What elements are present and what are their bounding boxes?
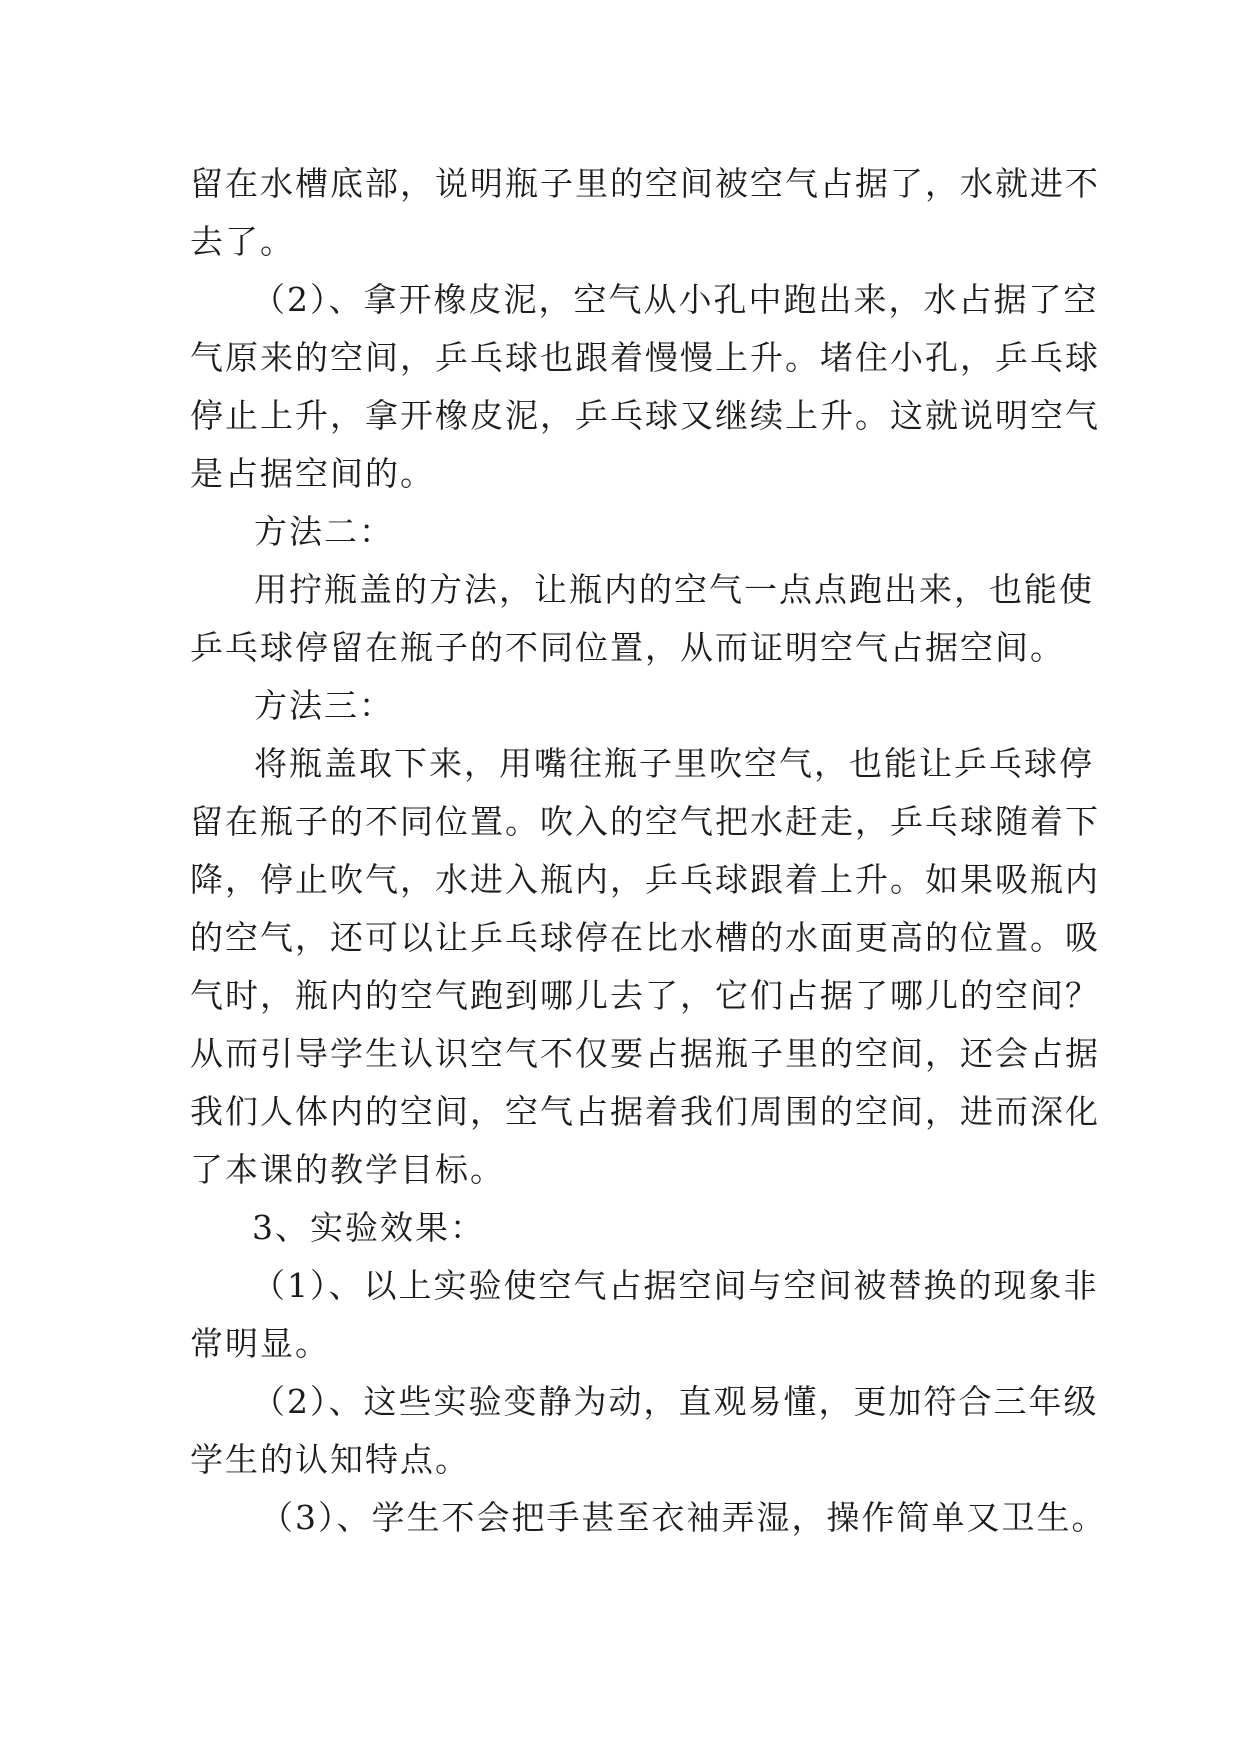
text-line: 用拧瓶盖的方法，让瓶内的空气一点点跑出来，也能使	[254, 570, 1094, 609]
text-line: 方法二：	[254, 512, 394, 551]
text-line: 3、实验效果：	[252, 1208, 485, 1247]
text-line: 留在水槽底部，说明瓶子里的空间被空气占据了，水就进不	[190, 164, 1100, 203]
text-line: 去了。	[190, 222, 295, 261]
text-line: （2）、拿开橡皮泥，空气从小孔中跑出来，水占据了空	[252, 280, 1099, 319]
text-line: 气原来的空间，乒乓球也跟着慢慢上升。堵住小孔，乒乓球	[190, 338, 1100, 377]
text-line: 学生的认知特点。	[190, 1440, 470, 1479]
text-line: 是占据空间的。	[190, 454, 435, 493]
text-line: 常明显。	[190, 1324, 330, 1363]
text-line: 了本课的教学目标。	[190, 1150, 505, 1189]
text-line: 方法三：	[254, 686, 394, 725]
text-line: 乒乓球停留在瓶子的不同位置，从而证明空气占据空间。	[190, 628, 1065, 667]
text-line: 留在瓶子的不同位置。吹入的空气把水赶走，乒乓球随着下	[190, 802, 1100, 841]
text-line: （1）、以上实验使空气占据空间与空间被替换的现象非	[252, 1266, 1099, 1305]
text-line: （3）、学生不会把手甚至衣袖弄湿，操作简单又卫生。	[260, 1498, 1107, 1537]
text-line: 从而引导学生认识空气不仅要占据瓶子里的空间，还会占据	[190, 1034, 1100, 1073]
text-line: 我们人体内的空间，空气占据着我们周围的空间，进而深化	[190, 1092, 1100, 1131]
text-line: （2）、这些实验变静为动，直观易懂，更加符合三年级	[252, 1382, 1099, 1421]
text-line: 的空气，还可以让乒乓球停在比水槽的水面更高的位置。吸	[190, 918, 1100, 957]
text-line: 将瓶盖取下来，用嘴往瓶子里吹空气，也能让乒乓球停	[254, 744, 1094, 783]
text-line: 停止上升，拿开橡皮泥，乒乓球又继续上升。这就说明空气	[190, 396, 1100, 435]
text-line: 降，停止吹气，水进入瓶内，乒乓球跟着上升。如果吸瓶内	[190, 860, 1100, 899]
text-line: 气时，瓶内的空气跑到哪儿去了，它们占据了哪儿的空间？	[190, 976, 1100, 1015]
